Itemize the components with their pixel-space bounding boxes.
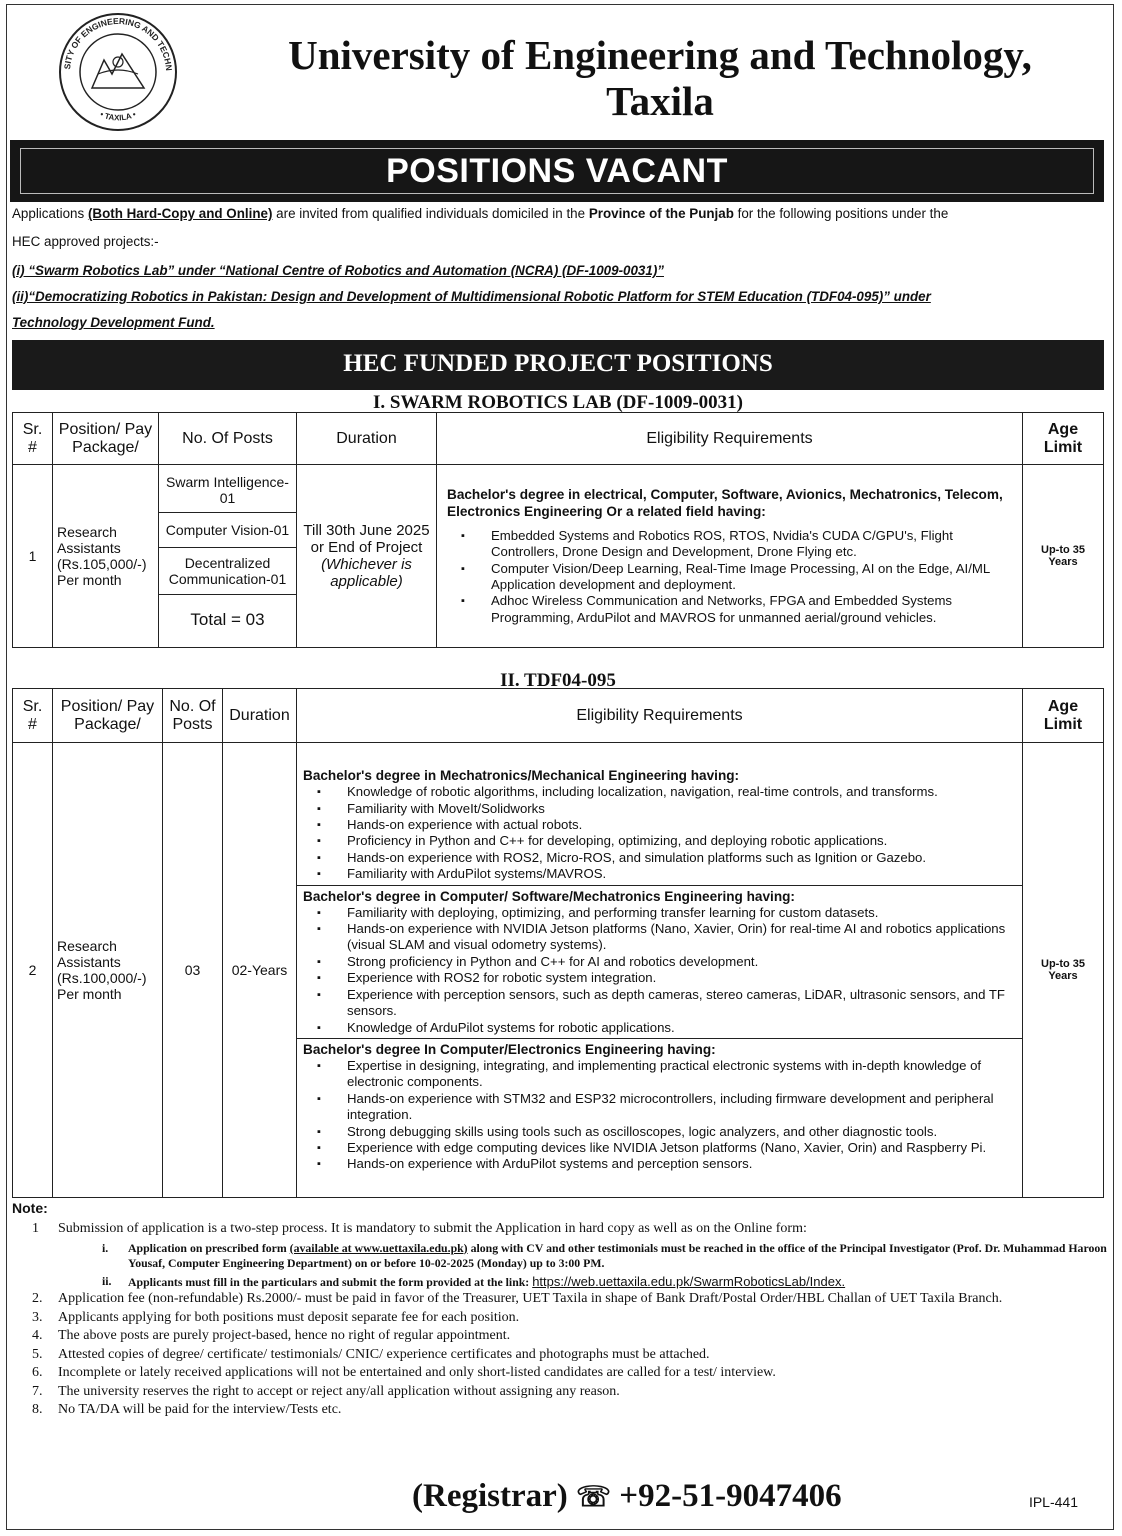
eligibility-item: ▪ Knowledge of robotic algorithms, including localization, navigation, real-time controls, and transforms. xyxy=(347,784,1016,800)
note-number: 7. xyxy=(32,1383,43,1399)
age-limit: Up-to 35 Years xyxy=(1023,465,1104,648)
col-age: Age Limit xyxy=(1023,689,1104,743)
note-1-i xyxy=(12,1241,1108,1272)
note-website-link[interactable]: (available at www.uettaxila.edu.pk) xyxy=(289,1240,468,1255)
note-number: 1 xyxy=(32,1221,39,1236)
section-1-data-row xyxy=(13,465,1104,648)
note-text: No TA/DA will be paid for the interview/Tests etc. xyxy=(58,1402,342,1417)
university-logo xyxy=(52,10,184,132)
eligibility-group-heading: Bachelor's degree In Computer/Electronics Engineering having: xyxy=(303,1041,716,1057)
phone-number: +92-51-9047406 xyxy=(619,1478,842,1514)
note-text: Applicants applying for both positions must deposit separate fee for each position. xyxy=(58,1309,520,1325)
eligibility-group-computer-electronics xyxy=(297,1039,1022,1175)
note-text: along with CV and other testimonials must be reached in the office of the Principal Investigator (Prof. Dr. Muhammad Haroon Yousaf, Computer Engineering Department) on or before 10-02-2025 (Monday) up to 3:00 PM. xyxy=(128,1240,1107,1270)
position-pay: Research Assistants (Rs.100,000/-) Per month xyxy=(53,743,163,1198)
notes-list xyxy=(12,1290,1108,1420)
col-sr: Sr. # xyxy=(13,689,53,743)
svg-text:• TAXILA •: • TAXILA • xyxy=(98,109,138,123)
note-1 xyxy=(12,1220,1108,1239)
note-sub-number: i. xyxy=(102,1240,109,1255)
eligibility-item: ▪ Familiarity with deploying, optimizing, and performing transfer learning for custom datasets. xyxy=(347,905,1016,921)
notes-title: Note: xyxy=(12,1200,48,1216)
col-duration: Duration xyxy=(297,413,437,465)
eligibility-item: ▪ Strong proficiency in Python and C++ for AI and robotics development. xyxy=(347,954,1016,970)
eligibility-item: ▪ Experience with ROS2 for robotic system integration. xyxy=(347,970,1016,986)
note-number: 6. xyxy=(32,1365,43,1380)
intro-text-2: are invited from qualified individuals domiciled in the xyxy=(276,206,586,221)
intro-text-3: for the following positions under the xyxy=(737,206,949,221)
svg-text:UNIVERSITY OF ENGINEERING AND: SITY OF ENGINEERING AND TECHN xyxy=(62,15,175,72)
duration-main: Till 30th June 2025 or End of Project xyxy=(303,522,430,556)
col-sr: Sr. # xyxy=(13,413,53,465)
eligibility-item: ▪ Hands-on experience with ROS2, Micro-ROS, and simulation platforms such as Ignition or Gazebo. xyxy=(347,850,1016,866)
note-item xyxy=(12,1327,1108,1346)
note-item xyxy=(12,1346,1108,1365)
eligibility-item: ▪ Hands-on experience with ArduPilot systems and perception sensors. xyxy=(347,1156,1016,1172)
note-item xyxy=(12,1383,1108,1402)
project-ii-line-1: (ii)“Democratizing Robotics in Pakistan: Design and Development of Multidimensional Robotic Platform for STEM Education (TDF04-095)” under xyxy=(12,289,931,304)
eligibility-item: ▪ Experience with edge computing devices like NVIDIA Jetson platforms (Nano, Xavier, Orin) and Raspberry Pi. xyxy=(347,1140,1016,1156)
eligibility-item: ▪ Computer Vision/Deep Learning, Real-Time Image Processing, AI on the Edge, AI/ML Application development and deployment. xyxy=(491,561,1012,594)
col-position: Position/ Pay Package/ xyxy=(53,413,159,465)
hec-funded-banner xyxy=(12,340,1104,390)
positions-vacant-banner xyxy=(10,140,1104,202)
eligibility-group-heading: Bachelor's degree in Computer/ Software/Mechatronics Engineering having: xyxy=(303,888,795,904)
note-number: 2. xyxy=(32,1291,43,1306)
online-form-link[interactable]: https://web.uettaxila.edu.pk/SwarmRoboticsLab/Index. xyxy=(532,1273,846,1289)
university-title xyxy=(200,32,1120,124)
banner-text: POSITIONS VACANT xyxy=(386,152,728,190)
post-swarm: Swarm Intelligence-01 xyxy=(159,468,296,513)
note-text: Application fee (non-refundable) Rs.2000/- must be paid in favor of the Treasurer, UET Taxila in shape of Bank Draft/Postal Order/HBL Challan of UET Taxila Branch. xyxy=(58,1291,1003,1306)
posts-count: 03 xyxy=(163,743,223,1198)
registrar-label: (Registrar) xyxy=(412,1478,568,1514)
eligibility-item: ▪ Embedded Systems and Robotics ROS, RTOS, Nvidia's CUDA C/GPU's, Flight Controllers, Drone Design and Development, Drone Flying etc. xyxy=(491,528,1012,561)
section-1-header-row xyxy=(13,413,1104,465)
eligibility-item: ▪ Experience with perception sensors, such as depth cameras, stereo cameras, LiDAR, ultrasonic sensors, and TF sensors. xyxy=(347,987,1016,1020)
note-number: 5. xyxy=(32,1346,43,1362)
eligibility-list xyxy=(447,528,1012,626)
intro-province: Province of the Punjab xyxy=(588,206,734,221)
eligibility-cell xyxy=(297,743,1023,1198)
post-communication: Decentralized Communication-01 xyxy=(159,548,296,595)
col-duration: Duration xyxy=(223,689,297,743)
sr-number: 1 xyxy=(13,465,53,648)
section-2-data-row xyxy=(13,743,1104,1198)
intro-text-1: Applications xyxy=(12,206,85,221)
note-text: Submission of application is a two-step process. It is mandatory to submit the Application in hard copy as well as on the Online form: xyxy=(58,1221,807,1236)
col-posts: No. Of Posts xyxy=(163,689,223,743)
note-item xyxy=(12,1309,1108,1328)
eligibility-group-mechatronics xyxy=(297,765,1022,885)
eligibility-heading: Bachelor's degree in electrical, Computer, Software, Avionics, Mechatronics, Telecom, Electronics Engineering Or a related field having: xyxy=(447,486,1003,519)
notes-section xyxy=(12,1200,1108,1420)
col-posts: No. Of Posts xyxy=(159,413,297,465)
eligibility-item: ▪ Familiarity with ArduPilot systems/MAVROS. xyxy=(347,866,1016,882)
posts-total: Total = 03 xyxy=(190,609,265,629)
section-2-table xyxy=(12,688,1104,1198)
ad-code: IPL-441 xyxy=(1028,1494,1078,1510)
post-vision: Computer Vision-01 xyxy=(159,513,296,548)
posts-cell xyxy=(159,465,297,648)
telephone-icon: ☏ xyxy=(576,1482,612,1513)
title-line-1: University of Engineering and Technology, xyxy=(288,32,1032,78)
note-text: Incomplete or lately received applications will not be entertained and only short-listed candidates are called for a test/ interview. xyxy=(58,1365,776,1380)
project-ii-line-2: Technology Development Fund. xyxy=(12,315,215,330)
note-item xyxy=(12,1290,1108,1309)
section-1-table xyxy=(12,412,1104,648)
project-i: (i) “Swarm Robotics Lab” under “National Centre of Robotics and Automation (NCRA) (DF-1009-0031)” xyxy=(12,263,664,278)
eligibility-item: ▪ Hands-on experience with actual robots. xyxy=(347,817,1016,833)
eligibility-list xyxy=(303,784,1016,882)
registrar-footer xyxy=(412,1478,842,1515)
note-1-ii xyxy=(12,1274,1108,1291)
eligibility-item: ▪ Adhoc Wireless Communication and Networks, FPGA and Embedded Systems Programming, ArduPilot and MAVROS for unmanned aerial/ground vehicles. xyxy=(491,593,1012,626)
duration-cell xyxy=(297,465,437,648)
note-text: Applicants must fill in the particulars and submit the form provided at the link: xyxy=(128,1274,530,1289)
note-item xyxy=(12,1401,1108,1420)
sr-number: 2 xyxy=(13,743,53,1198)
age-limit: Up-to 35 Years xyxy=(1023,743,1104,1198)
position-pay: Research Assistants (Rs.105,000/-) Per month xyxy=(53,465,159,648)
eligibility-item: ▪ Proficiency in Python and C++ for developing, optimizing, and deploying robotic applications. xyxy=(347,833,1016,849)
title-line-2: Taxila xyxy=(606,78,714,124)
section-1-title: I. SWARM ROBOTICS LAB (DF-1009-0031) xyxy=(373,392,743,413)
hec-funded-title: HEC FUNDED PROJECT POSITIONS xyxy=(343,350,773,377)
note-text: Application on prescribed form xyxy=(128,1240,287,1255)
eligibility-item: ▪ Familiarity with MoveIt/Solidworks xyxy=(347,801,1016,817)
intro-paragraph xyxy=(12,200,1106,227)
duration: 02-Years xyxy=(223,743,297,1198)
eligibility-item: ▪ Hands-on experience with STM32 and ESP32 microcontrollers, including firmware development and peripheral integration. xyxy=(347,1091,1016,1124)
section-2-header-row xyxy=(13,689,1104,743)
eligibility-list xyxy=(303,1058,1016,1173)
eligibility-list xyxy=(303,905,1016,1036)
col-eligibility: Eligibility Requirements xyxy=(437,413,1023,465)
section-2-title: II. TDF04-095 xyxy=(500,670,616,691)
intro-hardcopy-online: (Both Hard-Copy and Online) xyxy=(87,206,273,221)
note-number: 4. xyxy=(32,1328,43,1343)
eligibility-group-computer-software xyxy=(297,886,1022,1039)
note-item xyxy=(12,1364,1108,1383)
eligibility-cell xyxy=(437,465,1023,648)
col-eligibility: Eligibility Requirements xyxy=(297,689,1023,743)
intro-line-2: HEC approved projects:- xyxy=(12,234,159,249)
note-number: 3. xyxy=(32,1309,43,1325)
note-number: 8. xyxy=(32,1402,43,1417)
eligibility-item: ▪ Expertise in designing, integrating, and implementing practical electronic systems with in-depth knowledge of electronic components. xyxy=(347,1058,1016,1091)
eligibility-item: ▪ Strong debugging skills using tools such as oscilloscopes, logic analyzers, and other diagnostic tools. xyxy=(347,1124,1016,1140)
eligibility-item: ▪ Hands-on experience with NVIDIA Jetson platforms (Nano, Xavier, Orin) for real-time AI and robotics applications (visual SLAM and visual odometry systems). xyxy=(347,921,1016,954)
note-text: Attested copies of degree/ certificate/ testimonials/ CNIC/ experience certificates and photographs must be attached. xyxy=(58,1346,710,1362)
eligibility-item: ▪ Knowledge of ArduPilot systems for robotic applications. xyxy=(347,1020,1016,1036)
note-sub-number: ii. xyxy=(102,1273,112,1288)
eligibility-group-heading: Bachelor's degree in Mechatronics/Mechanical Engineering having: xyxy=(303,768,740,784)
col-age: Age Limit xyxy=(1023,413,1104,465)
duration-note: (Whichever is applicable) xyxy=(321,556,412,590)
col-position: Position/ Pay Package/ xyxy=(53,689,163,743)
note-text: The above posts are purely project-based, hence no right of regular appointment. xyxy=(58,1328,511,1343)
note-text: The university reserves the right to accept or reject any/all application without assigning any reason. xyxy=(58,1383,620,1399)
